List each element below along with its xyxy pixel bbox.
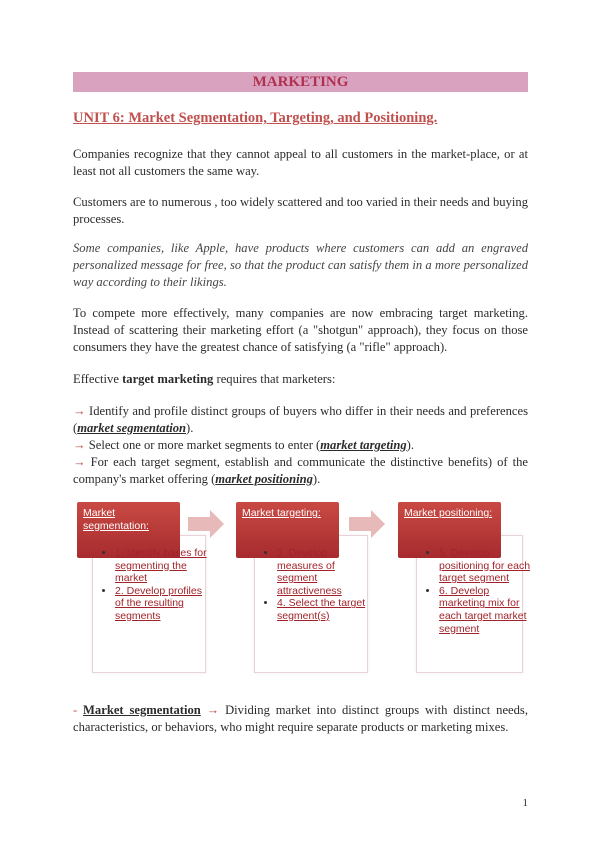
stage-header: Market positioning: — [398, 502, 501, 558]
stage-header: Market targeting: — [236, 502, 339, 558]
stage-item: • 6. Develop marketing mix for each target market segment — [439, 585, 533, 635]
definition: - Market segmentation → Dividing market into distinct groups with distinct needs, characteristics, or behaviors, who might require separate products or marketing mixes. — [73, 703, 528, 734]
page-number: 1 — [522, 797, 528, 809]
italic-paragraph: Some companies, like Apple, have products where customers can add an engraved personalized message for free, so that the product can satisfy them in a more personalized way according to their likings. — [73, 241, 528, 289]
stage-item: • 3. Develop measures of segment attractiveness — [277, 547, 373, 597]
paragraph: To compete more effectively, many companies are now embracing target marketing. Instead of scattering their marketing effort (a "shotgun" approach), they focus on those consumers they have the greatest chance of satisfying (a "rifle" approach). — [73, 306, 528, 354]
stage-item: • 4. Select the target segment(s) — [277, 597, 373, 622]
stage-list — [425, 547, 533, 635]
stage-item: • 2. Develop profiles of the resulting segments — [115, 585, 213, 623]
bullet-item: → For each target segment, establish and communicate the distinctive benefits) of the company's market offering (market positioning). — [73, 455, 528, 486]
arrow-icon: → — [206, 703, 220, 717]
unit-heading: UNIT 6: Market Segmentation, Targeting, and Positioning. — [73, 110, 438, 126]
stage-item: • 1. Identify bases for segmenting the market — [115, 547, 213, 585]
process-diagram — [73, 499, 531, 684]
bullet-item: → Select one or more market segments to enter (market targeting). — [73, 438, 415, 452]
arrow-right-icon — [347, 509, 387, 539]
paragraph: Customers are to numerous , too widely scattered and too varied in their needs and buying processes. — [73, 195, 528, 226]
bullet-item: → Identify and profile distinct groups of buyers who differ in their needs and preferences (market segmentation). — [73, 404, 528, 435]
stage-list — [101, 547, 213, 623]
effective-line: Effective target marketing requires that marketers: — [73, 372, 336, 386]
stage-list — [263, 547, 373, 623]
page-title: MARKETING — [73, 72, 528, 92]
bullet-list — [73, 403, 528, 488]
arrow-icon: → — [73, 455, 86, 469]
stage-item: • 5. Develop positioning for each target segment — [439, 547, 533, 585]
arrow-icon: → — [73, 404, 86, 418]
arrow-icon: → — [73, 438, 86, 452]
paragraph: Companies recognize that they cannot appeal to all customers in the market-place, or at least not all customers the same way. — [73, 147, 528, 178]
arrow-right-icon — [186, 509, 226, 539]
stage-header: Market segmentation: — [77, 502, 180, 558]
